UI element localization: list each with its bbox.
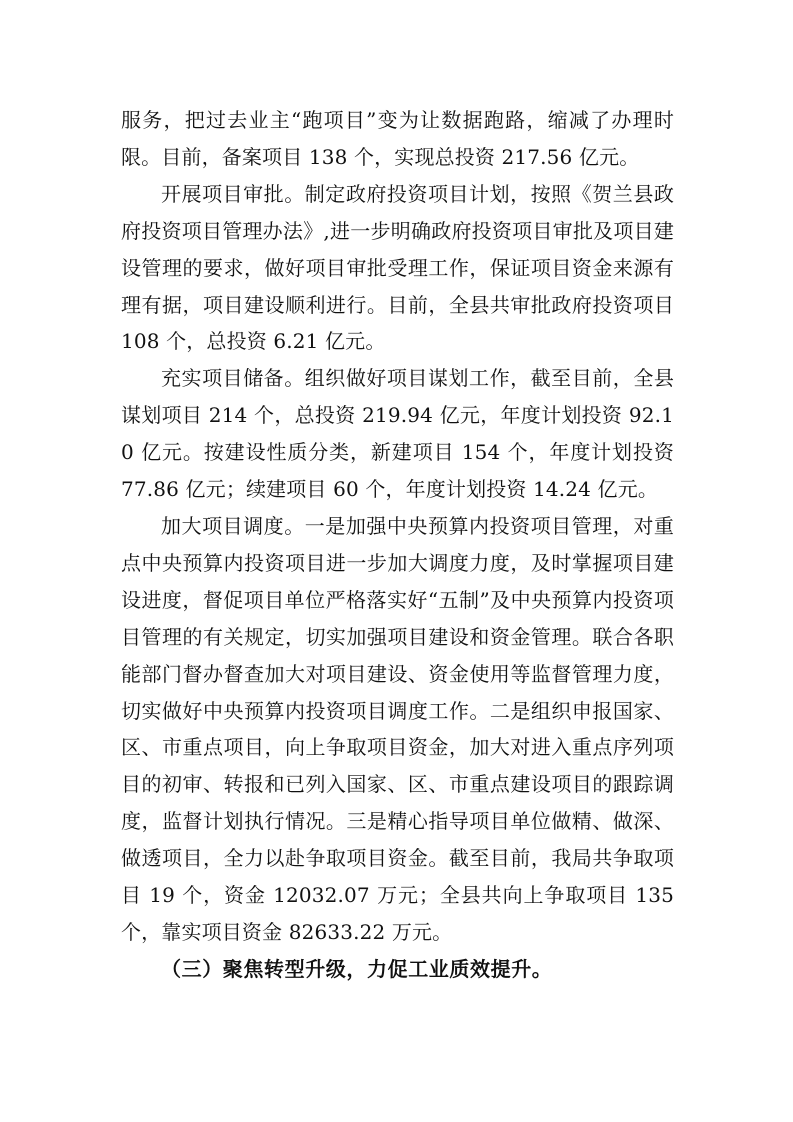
section-heading: （三）聚焦转型升级，力促工业质效提升。 xyxy=(161,956,553,981)
paragraph-project-reserve: 充实项目储备。组织做好项目谋划工作，截至目前，全县谋划项目 214 个，总投资 219.94 亿元，年度计划投资 92.10 亿元。按建设性质分类，新建项目 154 个，年度计划投资 77.86 亿元；续建项目 60 个，年度计划投资 14.24 亿元。 xyxy=(121,366,674,502)
paragraph-service-continuation: 服务，把过去业主“跑项目”变为让数据跑路，缩减了办理时限。目前，备案项目 138 个，实现总投资 217.56 亿元。 xyxy=(121,108,674,169)
paragraph-project-approval: 开展项目审批。制定政府投资项目计划，按照《贺兰县政府投资项目管理办法》,进一步明确政府投资项目审批及项目建设管理的要求，做好项目审批受理工作，保证项目资金来源有理有据，项目建设顺利进行。目前，全县共审批政府投资项目 108 个，总投资 6.21 亿元。 xyxy=(121,181,674,354)
document-body xyxy=(121,102,674,988)
paragraph-project-dispatch: 加大项目调度。一是加强中央预算内投资项目管理，对重点中央预算内投资项目进一步加大调度力度，及时掌握项目建设进度，督促项目单位严格落实好“五制”及中央预算内投资项目管理的有关规定，切实加强项目建设和资金管理。联合各职能部门督办督查加大对项目建设、资金使用等监督管理力度，切实做好中央预算内投资项目调度工作。二是组织申报国家、区、市重点项目，向上争取项目资金，加大对进入重点序列项目的初审、转报和已列入国家、区、市重点建设项目的跟踪调度，监督计划执行情况。三是精心指导项目单位做精、做深、做透项目，全力以赴争取项目资金。截至目前，我局共争取项目 19 个，资金 12032.07 万元；全县共向上争取项目 135 个，靠实项目资金 82633.22 万元。 xyxy=(121,513,674,944)
